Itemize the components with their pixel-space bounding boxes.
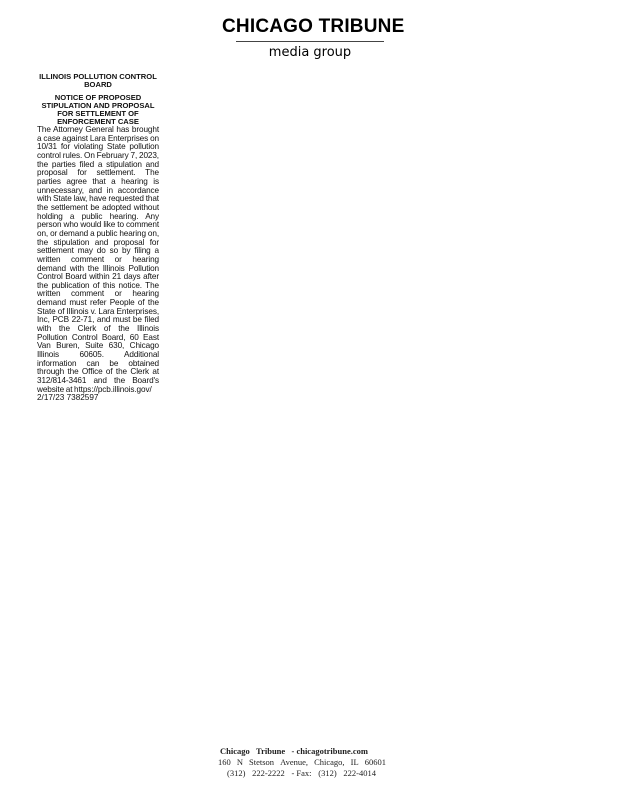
notice-reference: 2/17/23 7382597 <box>37 393 99 403</box>
notice-heading: NOTICE OF PROPOSED STIPULATION AND PROPOSAL FOR SETTLEMENT OF ENFORCEMENT CASE <box>41 93 155 126</box>
footer-fax: 222-4014 <box>343 768 376 778</box>
footer-phone: 222-2222 <box>252 768 285 778</box>
footer-word: N <box>236 757 243 767</box>
footer-word: Tribune <box>256 746 286 756</box>
masthead-rule <box>236 41 384 42</box>
footer-word: (312) <box>227 768 246 778</box>
masthead-logo <box>222 16 405 61</box>
footer-line-1 <box>200 746 390 757</box>
footer-word: IL <box>350 757 359 767</box>
legal-notice <box>37 73 159 403</box>
footer-word: - Fax: <box>291 768 312 778</box>
footer-word: (312) <box>318 768 337 778</box>
footer-word: Stetson <box>249 757 275 767</box>
footer-word: Avenue, <box>280 757 309 767</box>
footer-website: - chicagotribune.com <box>291 746 368 756</box>
notice-agency: ILLINOIS POLLUTION CONTROL BOARD <box>39 72 157 89</box>
footer-contact <box>200 746 390 779</box>
footer-line-2 <box>200 757 390 768</box>
footer-word: 160 <box>218 757 231 767</box>
notice-body: The Attorney General has brought a case against Lara Enterprises on 10/31 for violating State pollution control rules. On February 7, 2023, the parties filed a stipulation and proposal for settlement. The parties agree that a hearing is unnecessary, and in accordance with State law, have requested that the settlement be adopted without holding a public hearing. Any person who would like to comment on, or demand a public hearing on, the stipulation and proposal for settlement may do so by filing a written comment or hearing demand with the Illinois Pollution Control Board within 21 days after the publication of this notice. The written comment or hearing demand must refer People of the State of Illinois v. Lara Enterprises, Inc, PCB 22-71, and must be filed with the Clerk of the Illinois Pollution Control Board, 60 East Van Buren, Suite 630, Chicago Illinois 60605. Additional information can be obtained through the Office of the Clerk at 312/814-3461 and the Board's website at https://pcb.illinois.gov/ <box>37 125 159 394</box>
footer-word: Chicago, <box>314 757 345 767</box>
footer-word: Chicago <box>220 746 250 756</box>
masthead-subtitle: media group <box>268 45 352 60</box>
footer-word: 60601 <box>364 757 386 767</box>
masthead-title: CHICAGO TRIBUNE <box>222 16 405 37</box>
footer-line-3 <box>200 768 390 779</box>
